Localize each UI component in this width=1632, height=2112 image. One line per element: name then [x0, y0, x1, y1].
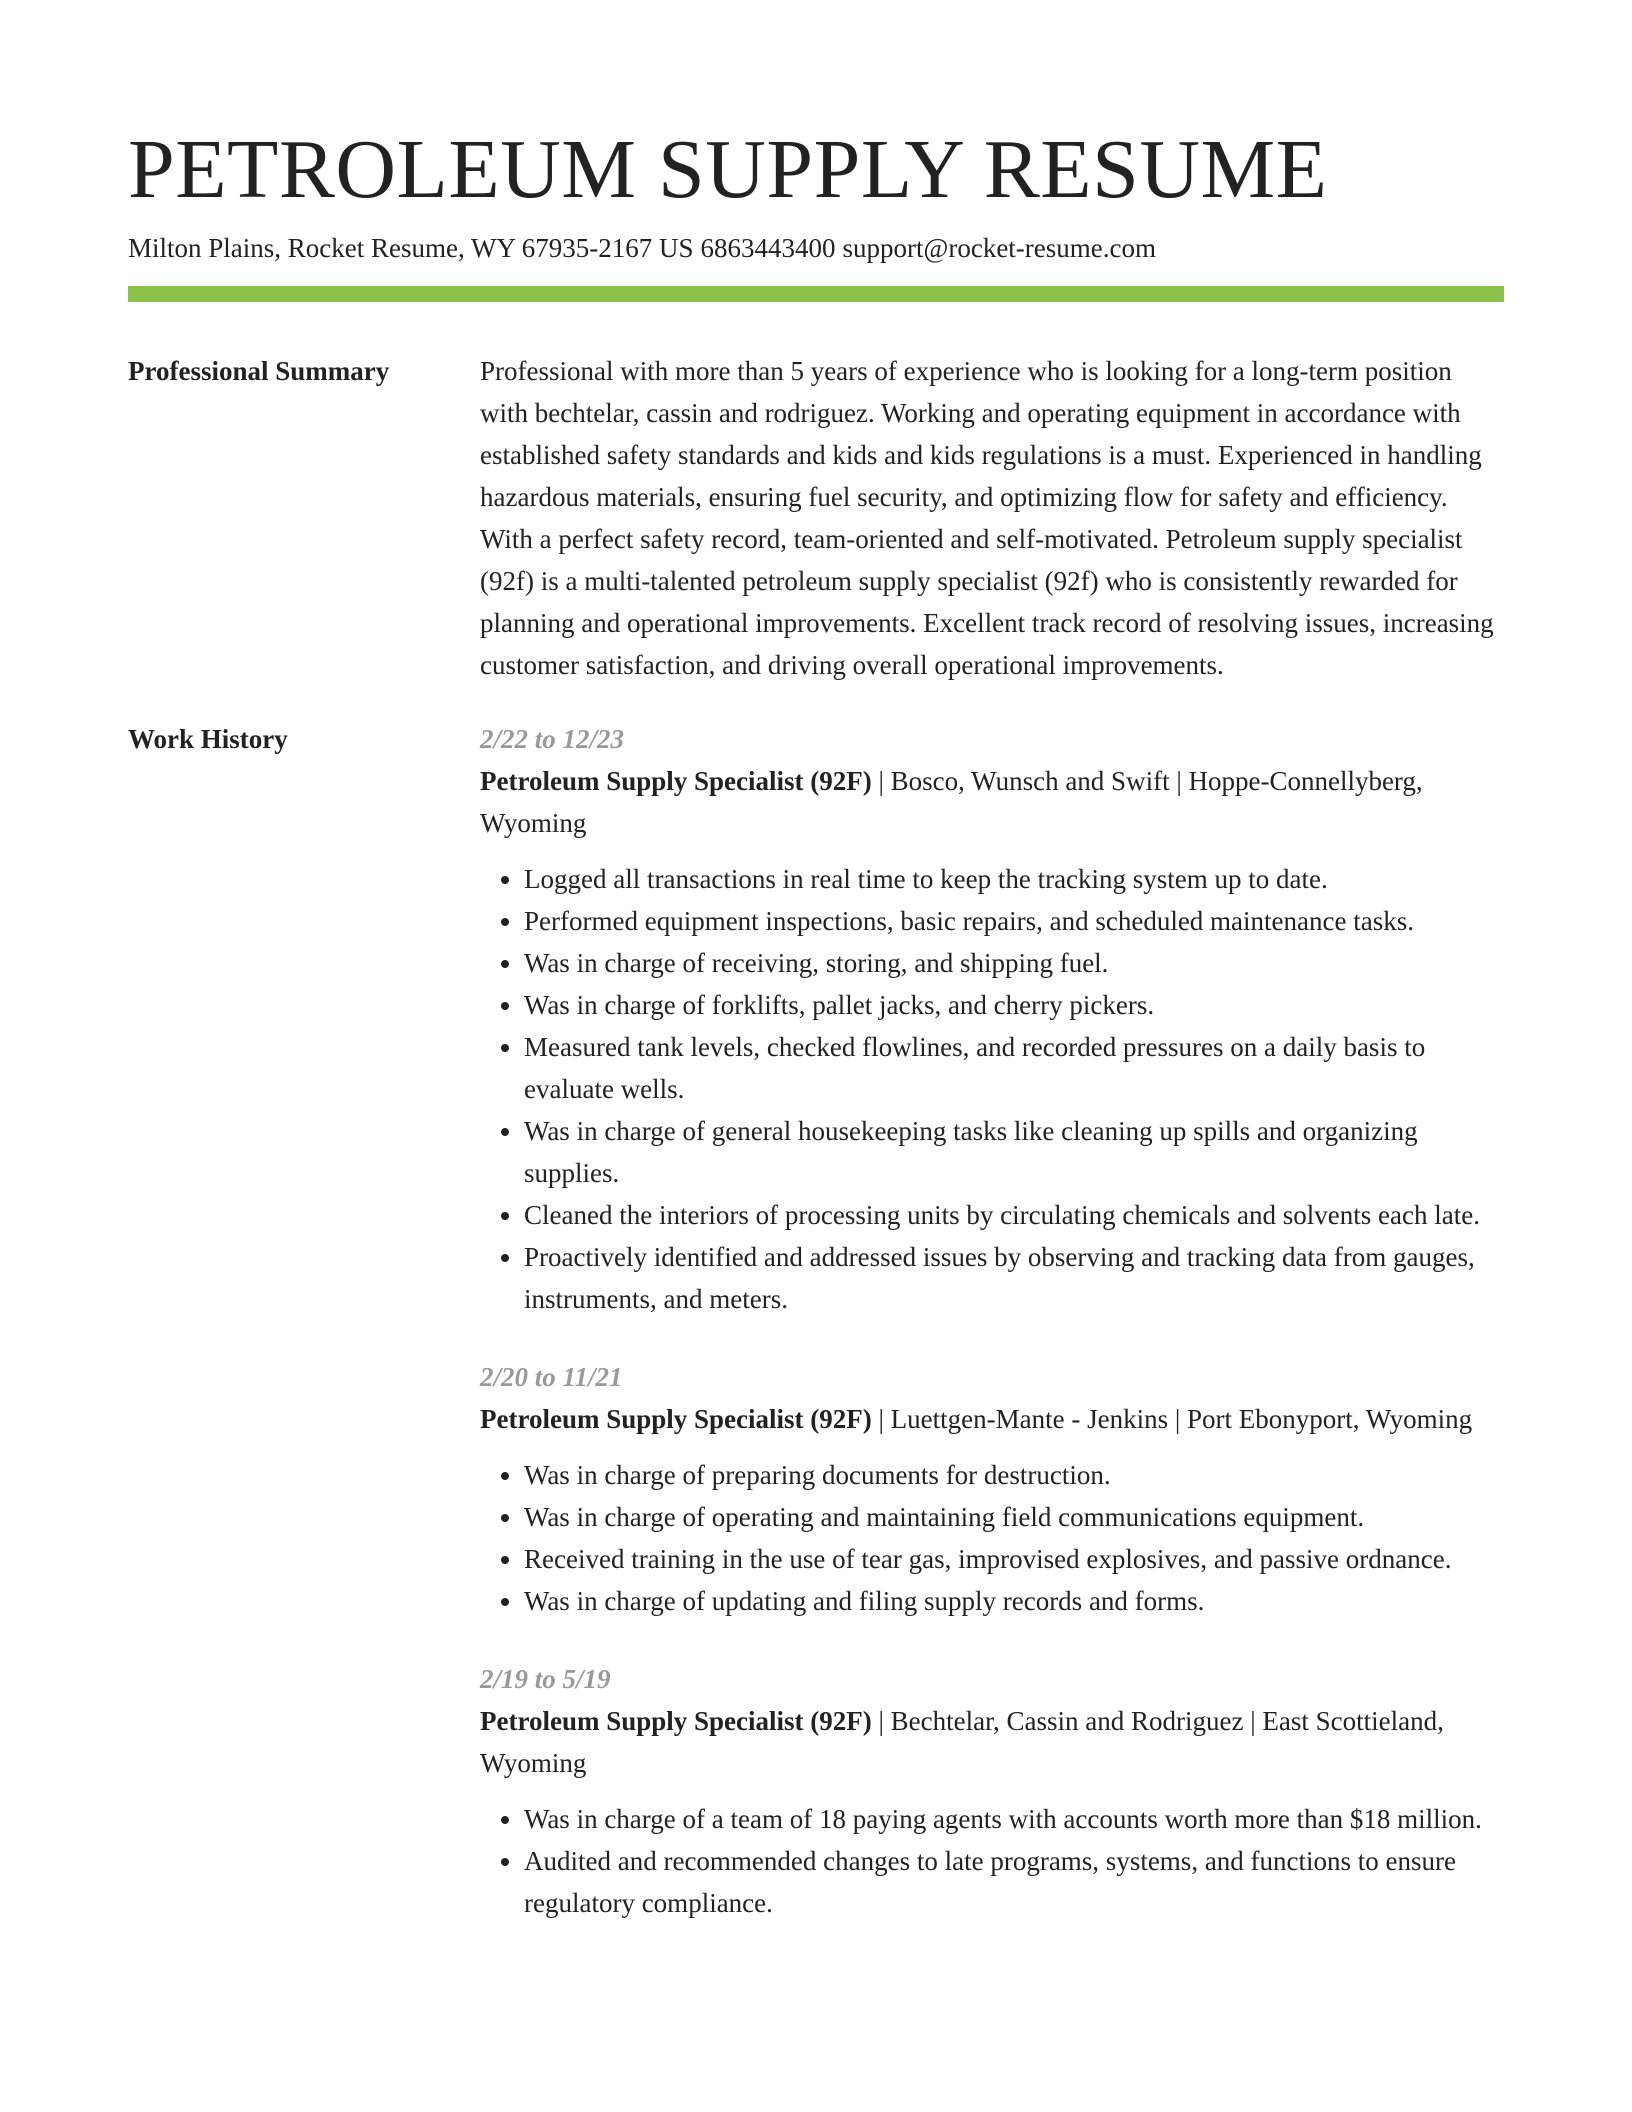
list-item: • Was in charge of forklifts, pallet jacks, and cherry pickers. [524, 984, 1504, 1026]
list-item: • Was in charge of general housekeeping tasks like cleaning up spills and organizing supplies. [524, 1110, 1504, 1194]
job-entry [480, 1356, 1504, 1622]
job-title: Petroleum Supply Specialist (92F) [480, 1706, 872, 1736]
list-item: • Was in charge of updating and filing supply records and forms. [524, 1580, 1504, 1622]
list-item: • Received training in the use of tear gas, improvised explosives, and passive ordnance. [524, 1538, 1504, 1580]
list-item: • Audited and recommended changes to late programs, systems, and functions to ensure regulatory compliance. [524, 1840, 1504, 1924]
accent-divider [128, 286, 1504, 302]
job-dates: 2/19 to 5/19 [480, 1664, 611, 1694]
job-details: | Luettgen-Mante - Jenkins | Port Ebonyport, Wyoming [871, 1404, 1473, 1434]
contact-phone: 6863443400 [700, 233, 836, 263]
summary-heading: Professional Summary [128, 356, 390, 386]
job-title: Petroleum Supply Specialist (92F) [480, 1404, 872, 1434]
summary-section [128, 354, 1504, 686]
job-entry [480, 1658, 1504, 1924]
job-bullets [480, 858, 1504, 1320]
work-history-section [128, 722, 1504, 1960]
job-bullets [480, 1798, 1504, 1924]
summary-body [480, 350, 1504, 686]
contact-line [128, 228, 1504, 268]
list-item: • Was in charge of preparing documents for destruction. [524, 1454, 1504, 1496]
list-item: • Was in charge of operating and maintaining field communications equipment. [524, 1496, 1504, 1538]
list-item: • Measured tank levels, checked flowlines, and recorded pressures on a daily basis to evaluate wells. [524, 1026, 1504, 1110]
work-history-heading: Work History [128, 724, 288, 754]
job-heading [480, 1398, 1504, 1440]
list-item: • Proactively identified and addressed issues by observing and tracking data from gauges, instruments, and meters. [524, 1236, 1504, 1320]
list-item: • Performed equipment inspections, basic repairs, and scheduled maintenance tasks. [524, 900, 1504, 942]
job-heading [480, 1700, 1504, 1784]
resume-page [128, 120, 1504, 1960]
list-item: • Logged all transactions in real time to keep the tracking system up to date. [524, 858, 1504, 900]
job-dates: 2/22 to 12/23 [480, 724, 625, 754]
list-item: • Was in charge of receiving, storing, and shipping fuel. [524, 942, 1504, 984]
contact-email: support@rocket-resume.com [842, 233, 1157, 263]
job-details: | Bechtelar, Cassin and Rodriguez | East Scottieland, Wyoming [480, 1706, 1444, 1778]
job-bullets [480, 1454, 1504, 1622]
job-title: Petroleum Supply Specialist (92F) [480, 766, 872, 796]
list-item: • Cleaned the interiors of processing units by circulating chemicals and solvents each late. [524, 1194, 1504, 1236]
contact-address: Milton Plains, Rocket Resume, WY 67935-2167 US [128, 233, 694, 263]
job-details: | Bosco, Wunsch and Swift | Hoppe-Connellyberg, Wyoming [480, 766, 1423, 838]
job-entry [480, 718, 1504, 1320]
work-history-body [480, 718, 1504, 1960]
job-heading [480, 760, 1504, 844]
resume-title: PETROLEUM SUPPLY RESUME [128, 123, 1328, 216]
job-dates: 2/20 to 11/21 [480, 1362, 623, 1392]
list-item: • Was in charge of a team of 18 paying agents with accounts worth more than $18 million. [524, 1798, 1504, 1840]
summary-text: Professional with more than 5 years of experience who is looking for a long-term position with bechtelar, cassin and rodriguez. Working and operating equipment in accordance with established safety standards and kids and kids regulations is a must. Experienced in handling hazardous materials, ensuring fuel security, and optimizing flow for safety and efficiency. With a perfect safety record, team-oriented and self-motivated. Petroleum supply specialist (92f) is a multi-talented petroleum supply specialist (92f) who is consistently rewarded for planning and operational improvements. Excellent track record of resolving issues, increasing customer satisfaction, and driving overall operational improvements. [480, 356, 1494, 680]
